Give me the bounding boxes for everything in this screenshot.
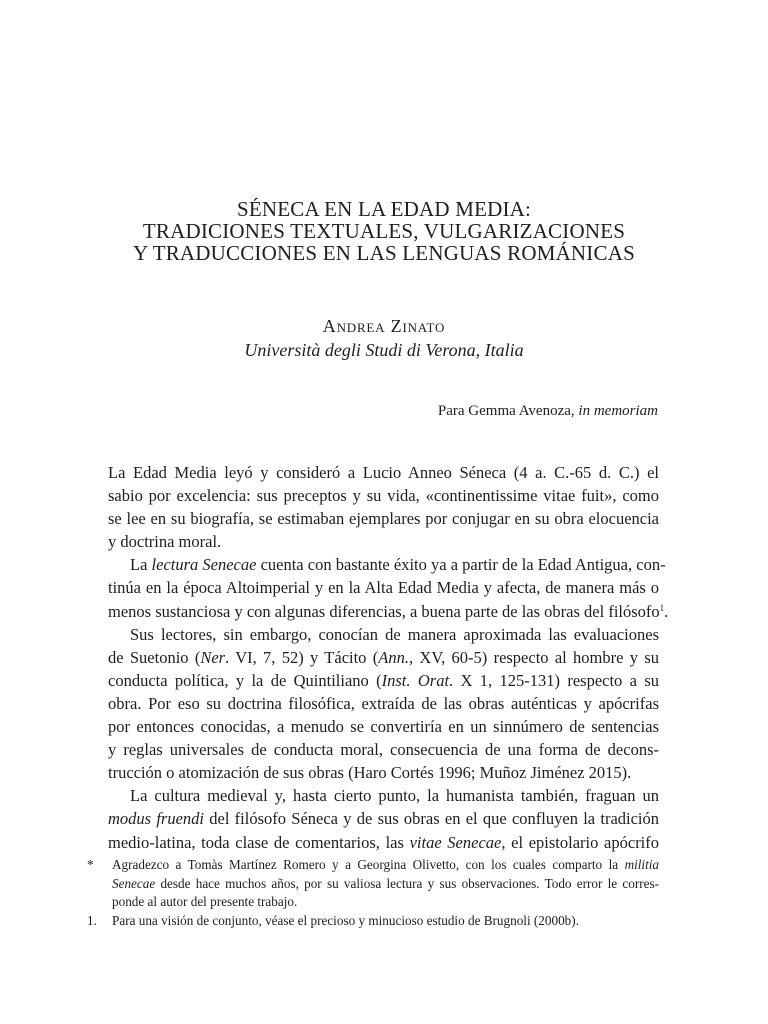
author-name: Andrea Zinato <box>322 316 446 336</box>
body-line: trucción o atomización de sus obras (Haro Cortés 1996; Muñoz Jiménez 2015). <box>108 763 632 783</box>
footnote-text: Agradezco a Tomàs Martínez Romero y a Georgina Olivetto, con los cuales comparto la militia Senecae desde hace muchos años, por su valiosa lectura y sus observaciones. Todo error le corres- ponde al autor del presente trabajo. <box>112 857 659 910</box>
body-line: Sus lectores, sin embargo, conocían de manera aproximada las evaluaciones <box>130 624 659 644</box>
body-line: y doctrina moral. <box>108 532 222 552</box>
body-line: se lee en su biografía, se estimaban ejemplares por conjugar en su obra elocuencia <box>108 509 659 529</box>
title-line: Y TRADUCCIONES EN LAS LENGUAS ROMÁNICAS <box>133 241 635 265</box>
footnote-1 <box>87 912 659 931</box>
body-line: La Edad Media leyó y consideró a Lucio Anneo Séneca (4 a. C.-65 d. C.) el <box>108 463 659 482</box>
dedication-text: Para Gemma Avenoza, <box>437 403 579 419</box>
footnote-mark: 1. <box>87 912 97 928</box>
body-line: de Suetonio (Ner. VI, 7, 52) y Tácito (Ann., XV, 60-5) respecto al hombre y su <box>108 647 659 667</box>
body-line: menos sustanciosa y con algunas diferencias, a buena parte de las obras del filósofo$^1$. <box>108 601 669 621</box>
body-line: obra. Por eso su doctrina filosófica, extraída de las obras auténticas y apócrifas <box>108 693 659 713</box>
dedication-italic: in memoriam <box>578 403 658 419</box>
body-line: conducta política, y la de Quintiliano (Inst. Orat. X 1, 125-131) respecto a su <box>108 670 660 690</box>
footnote-ref[interactable]: 1 <box>659 602 665 613</box>
body-line: por entonces conocidas, a menudo se convertiría en un sinnúmero de sentencias <box>108 717 659 737</box>
title-line: SÉNECA EN LA EDAD MEDIA: <box>236 197 532 221</box>
body-line: medio-latina, toda clase de comentarios, las vitae Senecae, el epistolario apócrifo <box>108 832 660 852</box>
footnotes <box>87 856 659 930</box>
body-line: La cultura medieval y, hasta cierto punto, la humanista también, fraguan un <box>130 786 659 806</box>
footnote-text: Para una visión de conjunto, véase el precioso y minucioso estudio de Brugnoli (2000b). <box>112 912 579 928</box>
footnote-star <box>87 856 659 912</box>
dedication <box>438 401 658 421</box>
title-line: TRADICIONES TEXTUALES, VULGARIZACIONES <box>142 219 626 243</box>
author-affiliation: Università degli Studi di Verona, Italia <box>244 340 524 360</box>
body-line: La lectura Senecae cuenta con bastante éxito ya a partir de la Edad Antigua, con- <box>130 555 666 575</box>
body-line: modus fruendi del filósofo Séneca y de sus obras en el que confluyen la tradición <box>108 809 660 829</box>
body-line: tinúa en la época Altoimperial y en la Alta Edad Media y afecta, de manera más o <box>108 578 659 598</box>
body-line: y reglas universales de conducta moral, consecuencia de una forma de decons- <box>108 740 659 760</box>
chapter-title <box>0 198 768 264</box>
body-text <box>108 461 669 854</box>
footnote-mark: * <box>87 857 94 872</box>
author-block <box>0 314 768 362</box>
body-line: sabio por excelencia: sus preceptos y su vida, «continentissime vitae fuit», como <box>108 486 659 506</box>
